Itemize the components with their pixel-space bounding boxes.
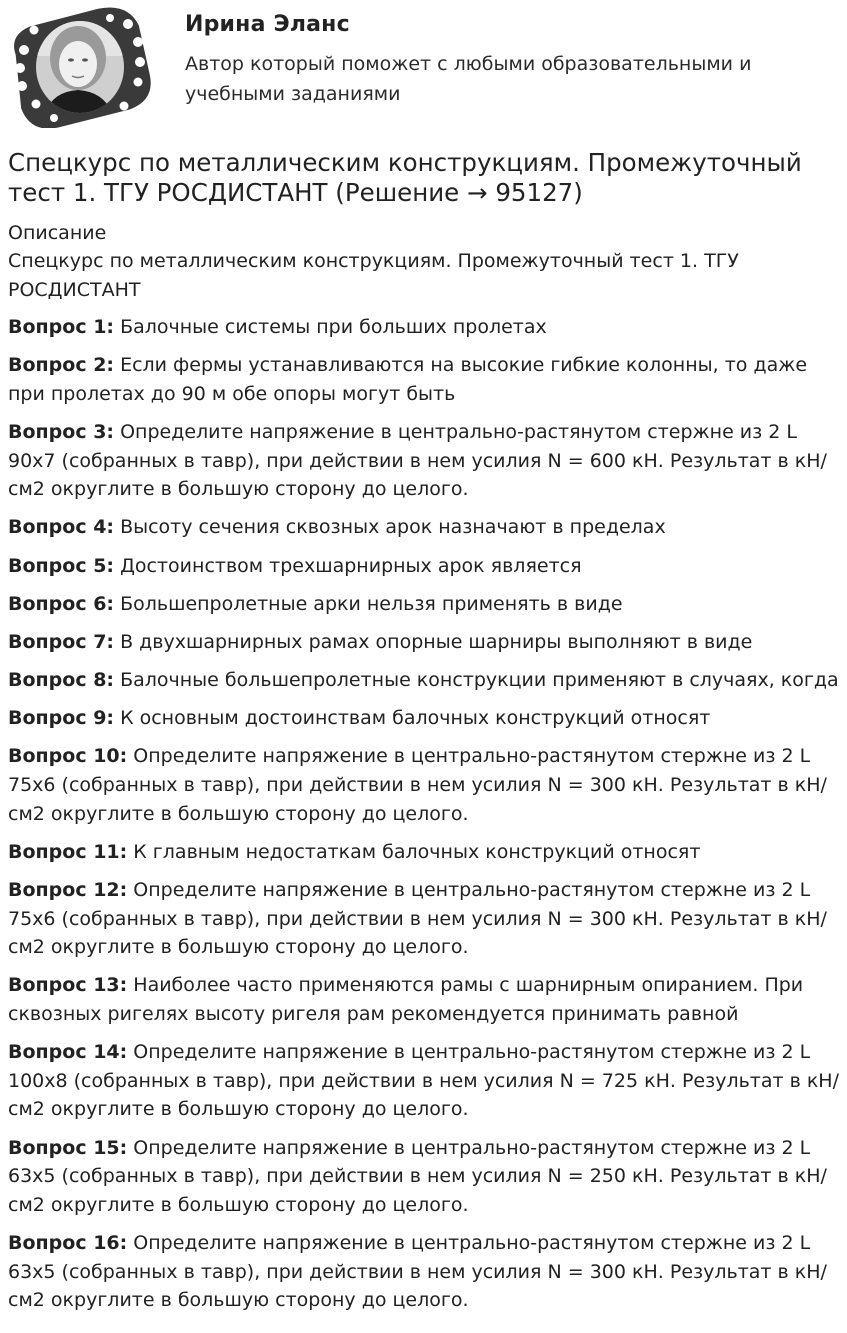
question-text: Большепролетные арки нельзя применять в виде [120,592,623,615]
question-item [8,590,844,619]
question-text: К основным достоинствам балочных конструкций относят [120,707,711,730]
question-item [8,351,844,408]
author-header [0,0,847,140]
question-list [8,313,844,1315]
question-text: Определите напряжение в центрально-растянутом стержне из 2 L 75х6 (собранных в тавр), при действии в нем усилия N = 300 кН. Результат в кН/см2 округлите в большую сторону до целого. [8,745,827,825]
question-label: Вопрос 6: [8,592,115,615]
question-text: Балочные большепролетные конструкции применяют в случаях, когда [120,669,839,692]
question-label: Вопрос 5: [8,554,115,577]
question-label: Вопрос 3: [8,420,115,443]
question-text: Высоту сечения сквозных арок назначают в пределах [120,516,666,539]
question-item [8,838,844,867]
question-item [8,704,844,733]
question-item [8,876,844,962]
question-label: Вопрос 15: [8,1136,128,1159]
question-label: Вопрос 9: [8,707,115,730]
question-item [8,1229,844,1315]
description-text: Спецкурс по металлическим конструкциям. Промежуточный тест 1. ТГУ РОСДИСТАНТ [8,250,739,301]
question-text: В двухшарнирных рамах опорные шарниры выполняют в виде [120,630,753,653]
question-label: Вопрос 11: [8,840,128,863]
question-text: Если фермы устанавливаются на высокие гибкие колонны, то даже при пролетах до 90 м обе опоры могут быть [8,354,808,405]
question-item [8,513,844,542]
film-reel-portrait-icon [6,6,152,128]
question-item [8,1038,844,1124]
question-item [8,628,844,657]
question-label: Вопрос 13: [8,974,128,997]
question-text: Определите напряжение в центрально-растянутом стержне из 2 L 63х5 (собранных в тавр), при действии в нем усилия N = 300 кН. Результат в кН/см2 округлите в большую сторону до целого. [8,1231,827,1312]
question-label: Вопрос 8: [8,669,115,692]
question-text: К главным недостаткам балочных конструкций относят [133,840,701,863]
question-label: Вопрос 7: [8,630,115,653]
question-label: Вопрос 10: [8,745,128,768]
question-item [8,742,844,828]
question-item [8,552,844,581]
question-text: Достоинством трехшарнирных арок является [120,554,582,577]
author-name[interactable]: Ирина Эланс [185,12,350,37]
question-text: Определите напряжение в центрально-растянутом стержне из 2 L 100х8 (собранных в тавр), при действии в нем усилия N = 725 кН. Результат в кН/см2 округлите в большую сторону до целого. [8,1041,839,1121]
question-label: Вопрос 2: [8,354,115,377]
question-label: Вопрос 14: [8,1041,128,1064]
question-label: Вопрос 16: [8,1231,128,1254]
question-label: Вопрос 1: [8,316,115,338]
question-text: Балочные системы при больших пролетах [120,316,547,338]
avatar [6,6,152,128]
question-item [8,666,844,695]
question-item [8,1134,844,1220]
document-title: Спецкурс по металлическим конструкциям. Промежуточный тест 1. ТГУ РОСДИСТАНТ (Решение → 95127) [8,148,802,207]
question-text: Определите напряжение в центрально-растянутом стержне из 2 L 63х5 (собранных в тавр), при действии в нем усилия N = 250 кН. Результат в кН/см2 округлите в большую сторону до целого. [8,1136,827,1216]
question-item [8,971,844,1028]
question-label: Вопрос 4: [8,516,115,539]
question-item [8,418,844,504]
description-label: Описание [8,222,107,244]
question-label: Вопрос 12: [8,879,128,902]
question-item [8,313,844,342]
question-text: Определите напряжение в центрально-растянутом стержне из 2 L 75х6 (собранных в тавр), при действии в нем усилия N = 300 кН. Результат в кН/см2 округлите в большую сторону до целого. [8,879,827,959]
question-text: Определите напряжение в центрально-растянутом стержне из 2 L 90х7 (собранных в тавр), при действии в нем усилия N = 600 кН. Результат в кН/см2 округлите в большую сторону до целого. [8,420,827,501]
question-text: Наиболее часто применяются рамы с шарнирным опиранием. При сквозных ригелях высоту ригеля рам рекомендуется принимать равной [8,974,804,1025]
author-bio: Автор который поможет с любыми образовательными и учебными заданиями [185,53,752,105]
